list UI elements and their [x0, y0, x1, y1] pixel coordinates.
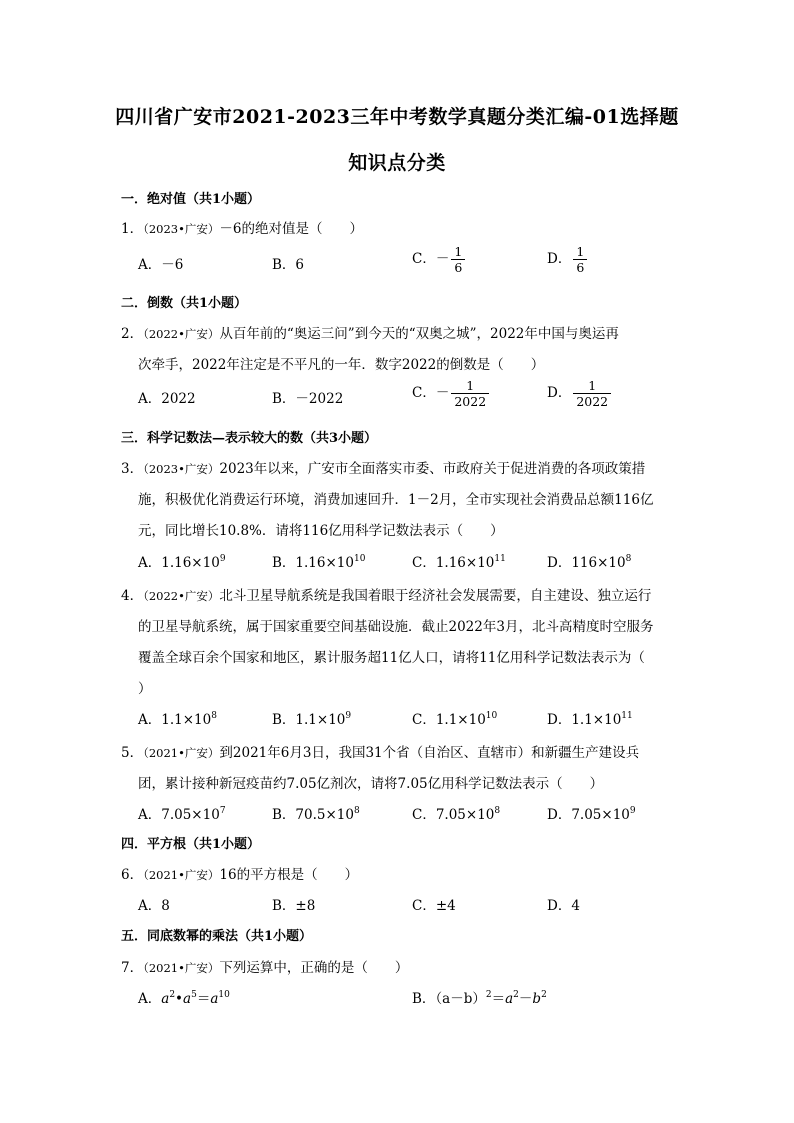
question-5-stem-cont: 团，累计接种新冠疫苗约7.05亿剂次，请将7.05亿用科学记数法表示（ ） [138, 776, 604, 792]
fraction [451, 378, 489, 409]
question-3-stem-cont: 元，同比增长10.8%．请将116亿用科学记数法表示（ ） [138, 523, 504, 539]
q2-option-b[interactable]: B．－2022 [272, 391, 344, 407]
question-4-stem [121, 584, 651, 604]
exponent: 8 [211, 711, 217, 721]
fraction-denominator: 6 [451, 259, 465, 275]
question-text: 从百年前的“奥运三问”到今天的“双奥之城”，2022年中国与奥运再 [219, 326, 619, 342]
option-text: A．7.05×10 [138, 807, 220, 823]
q4-option-b[interactable] [272, 708, 351, 728]
q1-option-a[interactable]: A．－6 [138, 257, 184, 273]
q3-option-b[interactable] [272, 551, 365, 571]
fraction [573, 244, 587, 275]
q1-option-d[interactable] [547, 244, 587, 275]
option-label: D． [547, 385, 572, 401]
question-number: 2． [121, 326, 144, 342]
question-text: 北斗卫星导航系统是我国着眼于经济社会发展需要，自主建设、独立运行 [219, 588, 652, 604]
variable: a [210, 991, 219, 1007]
q2-option-d[interactable] [547, 378, 611, 409]
q4-option-a[interactable] [138, 708, 217, 728]
multiply-dot: • [175, 991, 184, 1007]
equals-sign: ＝ [196, 991, 211, 1007]
question-3-stem-cont: 施，积极优化消费运行环境，消费加速回升．1－2月，全市实现社会消费品总额116亿 [138, 492, 654, 508]
exponent: 2 [541, 990, 547, 1000]
exponent: 7 [219, 806, 226, 816]
option-text: B．1.16×10 [272, 555, 354, 571]
variable: a [183, 991, 192, 1007]
q6-option-b[interactable]: B．±8 [272, 898, 316, 914]
exponent: 8 [494, 806, 501, 816]
q2-option-c[interactable] [412, 378, 489, 409]
exponent: 9 [629, 806, 636, 816]
q2-option-a[interactable]: A．2022 [138, 391, 196, 407]
q5-option-c[interactable] [412, 803, 500, 823]
section-heading-square-root: 四．平方根（共1小题） [121, 837, 261, 852]
fraction-numerator: 1 [454, 244, 463, 259]
q3-option-c[interactable] [412, 551, 506, 571]
variable: a [161, 991, 170, 1007]
option-text: C．7.05×10 [412, 807, 495, 823]
option-text: A．1.16×10 [138, 555, 220, 571]
question-2-stem-cont: 次牵手，2022年注定是不平凡的一年．数字2022的倒数是（ ） [138, 357, 545, 373]
q6-option-d[interactable]: D．4 [547, 898, 580, 914]
question-1-stem [121, 217, 363, 237]
exponent: 2 [513, 990, 519, 1000]
parenthesized-expression: （a－b） [435, 991, 486, 1007]
question-source: （2023•广安） [143, 462, 220, 476]
section-heading-power-multiplication: 五．同底数幂的乘法（共1小题） [121, 929, 313, 944]
option-text: C．1.1×10 [412, 712, 486, 728]
option-label: C．－ [412, 385, 450, 401]
q4-option-d[interactable] [547, 708, 633, 728]
q7-option-b[interactable] [412, 987, 547, 1007]
question-number: 1． [121, 221, 144, 237]
q7-option-a[interactable] [138, 987, 230, 1007]
question-7-stem [121, 956, 408, 976]
option-label: C．－ [412, 251, 450, 267]
option-label: A． [138, 991, 162, 1007]
variable: b [532, 991, 542, 1007]
exponent: 2 [169, 990, 176, 1000]
exponent: 9 [219, 554, 226, 564]
q5-option-a[interactable] [138, 803, 226, 823]
q3-option-d[interactable] [547, 551, 631, 571]
fraction-numerator: 1 [588, 378, 597, 393]
exponent: 8 [353, 806, 360, 816]
question-2-stem [121, 322, 619, 342]
question-number: 5． [121, 745, 144, 761]
option-text: D．116×10 [547, 555, 626, 571]
question-3-stem [121, 457, 645, 477]
exponent: 2 [485, 990, 492, 1000]
option-text: B．70.5×10 [272, 807, 354, 823]
option-text: D．1.1×10 [547, 712, 622, 728]
question-source: （2021•广安） [143, 868, 220, 882]
exponent: 10 [485, 711, 498, 721]
q3-option-a[interactable] [138, 551, 226, 571]
option-label: D． [547, 251, 572, 267]
fraction-denominator: 2022 [573, 393, 611, 409]
question-text: 下列运算中，正确的是（ ） [219, 960, 409, 976]
exponent: 10 [353, 554, 366, 564]
q6-option-a[interactable]: A．8 [138, 898, 170, 914]
option-text: B．1.1×10 [272, 712, 346, 728]
question-source: （2021•广安） [143, 961, 220, 975]
equals-sign: ＝ [491, 991, 506, 1007]
exponent: 8 [625, 554, 632, 564]
option-text: D．7.05×10 [547, 807, 630, 823]
fraction [573, 378, 611, 409]
q6-option-c[interactable]: C．±4 [412, 898, 456, 914]
exponent: 5 [191, 990, 197, 1000]
exponent: 11 [621, 711, 633, 721]
option-text: A．1.1×10 [138, 712, 212, 728]
page-subtitle: 知识点分类 [348, 152, 446, 174]
question-number: 7． [121, 960, 144, 976]
fraction-denominator: 2022 [451, 393, 489, 409]
q5-option-b[interactable] [272, 803, 360, 823]
question-4-stem-cont: 的卫星导航系统，属于国家重要空间基础设施．截止2022年3月，北斗高精度时空服务 [138, 619, 654, 635]
variable: a [505, 991, 514, 1007]
exponent: 10 [218, 990, 230, 1000]
question-source: （2023•广安） [143, 222, 220, 236]
q4-option-c[interactable] [412, 708, 497, 728]
question-source: （2022•广安） [143, 589, 220, 603]
question-number: 6． [121, 867, 144, 883]
q5-option-d[interactable] [547, 803, 636, 823]
section-heading-scientific-notation: 三．科学记数法—表示较大的数（共3小题） [121, 431, 378, 446]
option-text: C．1.16×10 [412, 555, 495, 571]
exponent: 9 [345, 711, 352, 721]
exponent: 11 [494, 554, 506, 564]
question-number: 4． [121, 588, 144, 604]
question-number: 3． [121, 461, 144, 477]
question-6-stem [121, 863, 358, 883]
minus-sign: － [518, 991, 533, 1007]
fraction-numerator: 1 [576, 244, 585, 259]
page-title: 四川省广安市2021-2023三年中考数学真题分类汇编-01选择题 [115, 106, 679, 128]
question-source: （2022•广安） [143, 327, 220, 341]
question-text: 2023年以来，广安市全面落实市委、市政府关于促进消费的各项政策措 [219, 461, 646, 477]
option-label: B． [412, 991, 436, 1007]
question-4-stem-cont: 覆盖全球百余个国家和地区，累计服务超11亿人口，请将11亿用科学记数法表示为（ [138, 650, 645, 666]
question-text: 16的平方根是（ ） [219, 867, 359, 883]
q1-option-c[interactable] [412, 244, 465, 275]
fraction-numerator: 1 [466, 378, 475, 393]
question-text: －6的绝对值是（ ） [219, 221, 363, 237]
question-5-stem [121, 741, 639, 761]
q1-option-b[interactable]: B．6 [272, 257, 305, 273]
section-heading-reciprocal: 二．倒数（共1小题） [121, 296, 248, 311]
section-heading-absolute-value: 一．绝对值（共1小题） [121, 192, 261, 207]
question-source: （2021•广安） [143, 746, 220, 760]
question-4-stem-cont: ） [138, 681, 152, 697]
question-text: 到2021年6月3日，我国31个省（自治区、直辖市）和新疆生产建设兵 [219, 745, 640, 761]
fraction [451, 244, 465, 275]
fraction-denominator: 6 [573, 259, 587, 275]
